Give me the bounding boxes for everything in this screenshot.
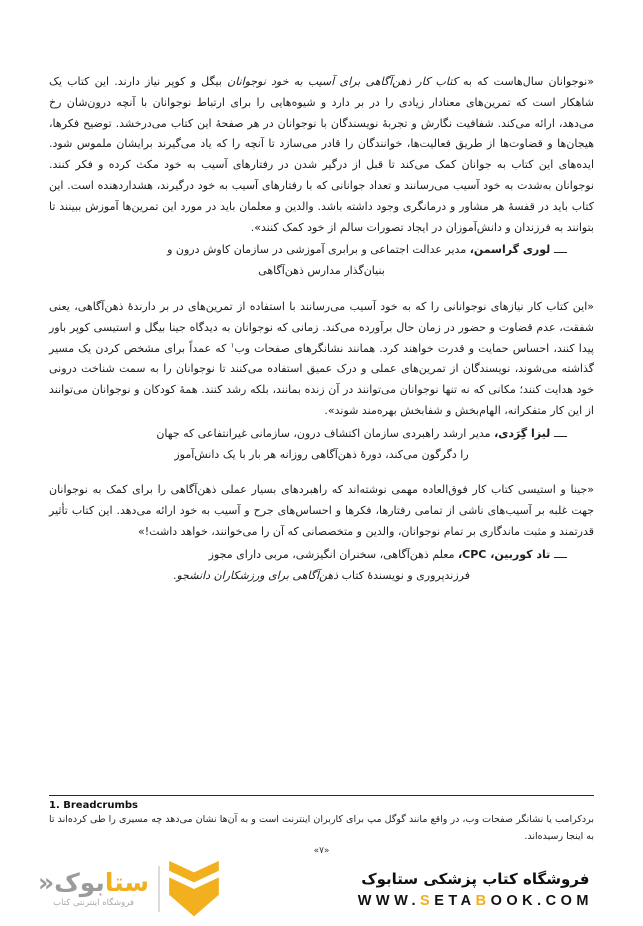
quote-1-text-end: بیگل و کوپر نیاز دارند. این کتاب یک شاهکار است که تمرین‌های معنادار زیادی را در بر دارد و شیوه‌هایی را برای ارتباط نوجوانان با آنچه درون‌شان رخ می‌دهد، ارائه می‌کند. شفافیت نگارش و تجربهٔ نویسندگان با نوجوانان در هر صفحهٔ این کتاب می‌درخشد. توضیح فکرها، هیجان‌ها و قضاوت‌ها از طریق فعالیت‌ها، خوانندگان را قادر می‌سازد تا آنچه را که یاد می‌گیرند برایشان ملموس شود. ایده‌های این کتاب به جوانان کمک می‌کند تا قبل از درگیر شدن در رفتارهای آسیب به خود مکث کرده و فکر کنند. نوجوانان به‌شدت به خود آسیب می‌رسانند و تعداد جوانانی که با رفتارهای آسیب به خود درگیرند، هشداردهنده است. این کتاب باید در قفسهٔ هر مشاور و درمانگری وجود داشته باشد. والدین و معلمان باید در مورد این تمرین‌ها آموزش ببینند تا بتوانند به فرزندان و دانش‌آموزان در ایجاد تصورات سالم از خود کمک کنند».	[49, 75, 594, 234]
setabook-logo	[38, 860, 219, 918]
attribution-dash: ــــ	[554, 547, 567, 561]
logo-wordmark-block	[38, 870, 149, 908]
footnote-body: بردکرامب یا نشانگر صفحات وب، در واقع مانند گوگل مپ برای کاربران اینترنت است و به آن‌ها نشان می‌دهد چه مسیری را طی کرده‌اند تا به اینجا رسیده‌اند.	[49, 814, 594, 842]
store-brand-text	[358, 869, 593, 909]
store-title: فروشگاه کتاب پزشکی ستابوک	[361, 870, 590, 888]
store-url	[358, 893, 593, 909]
testimonial-quote-3	[49, 480, 594, 542]
logo-word-yellow: ستا	[104, 868, 150, 897]
quote-3-text: «جینا و استیسی کتاب کار فوق‌العاده مهمی نوشته‌اند که راهبردهای بسیار عملی ذهن‌آگاهی را برای کمک به نوجوانان جهت غلبه بر آسیب‌های ناشی از تمامی رفتارها، فکرها و احساس‌های جرح و آسیب به خود ارائه می‌دهد. این کتاب تأثیر قدرتمند و مثبت ماندگاری بر تمام نوجوانان، والدین و متخصصانی که آن را می‌خوانند، خواهد داشت!»	[49, 483, 594, 538]
quote-2-text-end: که عمداً برای مشخص کردن یک مسیر گذاشته می‌شوند، نویسندگان از تمرین‌های عملی و درک عمیق استفاده می‌کنند تا نوجوانان را به سمت شناخت درونی خود هدایت کنند؛ مکانی که نه تنها نوجوانان می‌توانند در آن زنده بمانند، بلکه رشد کنند. همهٔ کودکان و نوجوانان می‌توانند از این کار متفکرانه، الهام‌بخش و شفابخش بهره‌مند شوند».	[49, 341, 594, 417]
attribution-1-line2: بنیان‌گذار مدارس ذهن‌آگاهی	[258, 264, 385, 278]
url-b-accent: B	[475, 893, 491, 909]
logo-divider	[158, 866, 160, 912]
testimonial-quote-2	[49, 297, 594, 422]
store-watermark-footer	[0, 860, 643, 926]
testimonials-text-block	[49, 72, 594, 590]
url-s-accent: S	[420, 893, 435, 909]
attribution-3-line2	[49, 566, 594, 587]
page-number-ornament: «۷»	[313, 846, 330, 856]
attribution-2-role: مدیر ارشد راهبردی سازمان اکتشاف درون، سازمانی غیرانتفاعی که جهان	[156, 426, 495, 440]
url-ook-com: OOK.COM	[490, 893, 593, 909]
attribution-1-line1	[49, 240, 594, 261]
attribution-3-role2-pre: فرزندپروری و نویسندهٔ کتاب	[338, 568, 470, 582]
attribution-2-line1	[49, 424, 594, 445]
double-chevron-down-icon	[169, 860, 219, 918]
logo-word-guillemet: «	[38, 868, 55, 897]
attribution-dash: ــــ	[554, 426, 567, 440]
logo-subtitle: فروشگاه اینترنتی کتاب	[53, 898, 134, 908]
attribution-dash: ــــ	[554, 243, 567, 257]
attribution-3	[49, 545, 594, 587]
quote-2-text-start: «این کتاب کار نیازهای نوجوانانی را که به خود آسیب می‌رسانند با استفاده از تمرین‌های در بر دارندهٔ ذهن‌آگاهی، یعنی شفقت، عدم قضاوت و حضور در زمان حال برآورده می‌کند. زمانی که نوجوانان به دیدگاه جینا بیگل و استیسی کوپر باور پیدا کنند، احساس حمایت و قدرت خواهند کرد. همانند نشانگرهای صفحات وب	[49, 299, 594, 355]
attribution-2-name: لیزا گِرَدی،	[494, 426, 555, 440]
attribution-3-role: معلم ذهن‌آگاهی، سخنران انگیزشی، مربی دارای مجوز	[208, 547, 458, 561]
footnote-reference-marker: ۱	[230, 340, 235, 349]
attribution-1-name: لوری گراسمن،	[469, 243, 555, 257]
attribution-3-line1	[49, 545, 594, 566]
logo-wordmark	[38, 870, 149, 896]
attribution-1-role: مدیر عدالت اجتماعی و برابری آموزشی در سازمان کاوش درون و	[167, 243, 470, 257]
quote-1-book-title: کتاب کار ذهن‌آگاهی برای آسیب به خود نوجوانان	[227, 75, 458, 88]
attribution-3-name: تاد کوربین، CPC،	[457, 547, 555, 561]
attribution-1	[49, 240, 594, 282]
quote-1-text-start: «نوجوانان سال‌هاست که به	[457, 75, 594, 88]
url-www: WWW.	[357, 893, 421, 909]
testimonial-quote-1	[49, 72, 594, 238]
footnote-block	[49, 795, 594, 845]
url-eta: ETA	[434, 893, 476, 909]
attribution-3-role2-post: .	[172, 568, 177, 582]
attribution-2	[49, 424, 594, 466]
logo-word-gray: بوک	[54, 868, 105, 897]
attribution-3-book-title: ذهن‌آگاهی برای ورزشکاران دانشجو	[176, 568, 339, 582]
attribution-2-line2: را دگرگون می‌کند، دورهٔ ذهن‌آگاهی روزانه هر بار با یک دانش‌آموز	[174, 447, 469, 461]
footnote-heading: 1. Breadcrumbs	[49, 800, 138, 811]
